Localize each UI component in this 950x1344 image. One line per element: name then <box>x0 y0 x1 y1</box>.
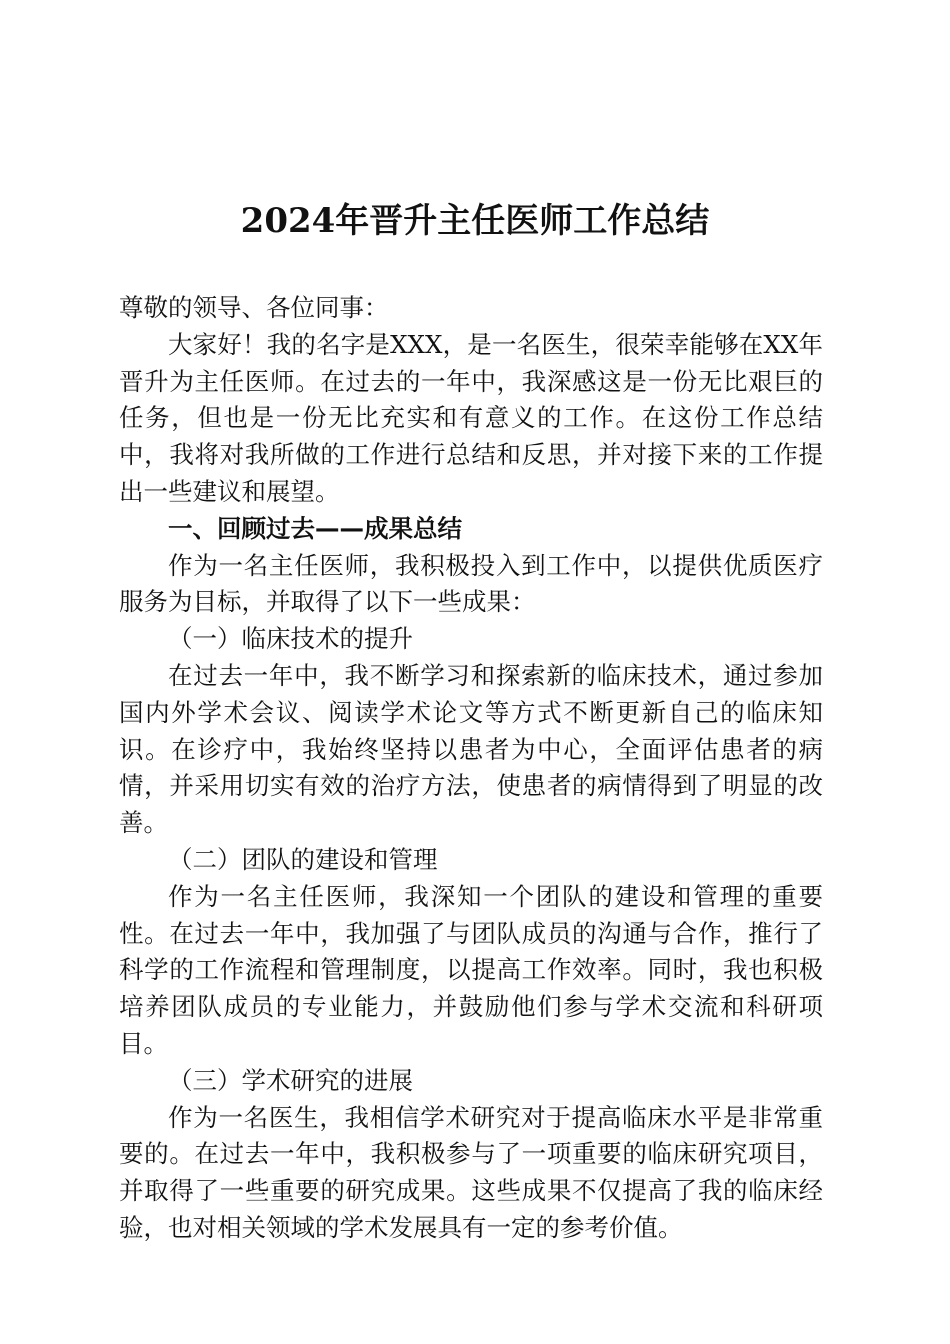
section-heading-1: 一、回顾过去——成果总结 <box>168 513 462 543</box>
subsection-1-paragraph: 在过去一年中，我不断学习和探索新的临床技术，通过参加国内外学术会议、阅读学术论文等方式不断更新自己的临床知识。在诊疗中，我始终坚持以患者为中心，全面评估患者的病情，并采用切实有效的治疗方法，使患者的病情得到了明显的改善。 <box>119 660 823 838</box>
document-title: 2024年晋升主任医师工作总结 <box>240 201 710 241</box>
subheading-1: （一）临床技术的提升 <box>168 624 413 654</box>
subsection-3-paragraph: 作为一名医生，我相信学术研究对于提高临床水平是非常重要的。在过去一年中，我积极参与了一项重要的临床研究项目，并取得了一些重要的研究成果。这些成果不仅提高了我的临床经验，也对相关领域的学术发展具有一定的参考价值。 <box>119 1102 823 1242</box>
salutation: 尊敬的领导、各位同事： <box>119 293 389 322</box>
subsection-2-paragraph: 作为一名主任医师，我深知一个团队的建设和管理的重要性。在过去一年中，我加强了与团队成员的沟通与合作，推行了科学的工作流程和管理制度，以提高工作效率。同时，我也积极培养团队成员的专业能力，并鼓励他们参与学术交流和科研项目。 <box>119 881 823 1058</box>
intro-paragraph: 大家好！我的名字是XXX，是一名医生，很荣幸能够在XX年晋升为主任医师。在过去的一年中，我深感这是一份无比艰巨的任务，但也是一份无比充实和有意义的工作。在这份工作总结中，我将对我所做的工作进行总结和反思，并对接下来的工作提出一些建议和展望。 <box>119 329 823 506</box>
section-1-intro-paragraph: 作为一名主任医师，我积极投入到工作中，以提供优质医疗服务为目标，并取得了以下一些成果： <box>119 550 823 617</box>
document-body <box>119 290 823 1247</box>
subheading-3: （三）学术研究的进展 <box>168 1065 413 1095</box>
subheading-2: （二）团队的建设和管理 <box>168 844 438 874</box>
